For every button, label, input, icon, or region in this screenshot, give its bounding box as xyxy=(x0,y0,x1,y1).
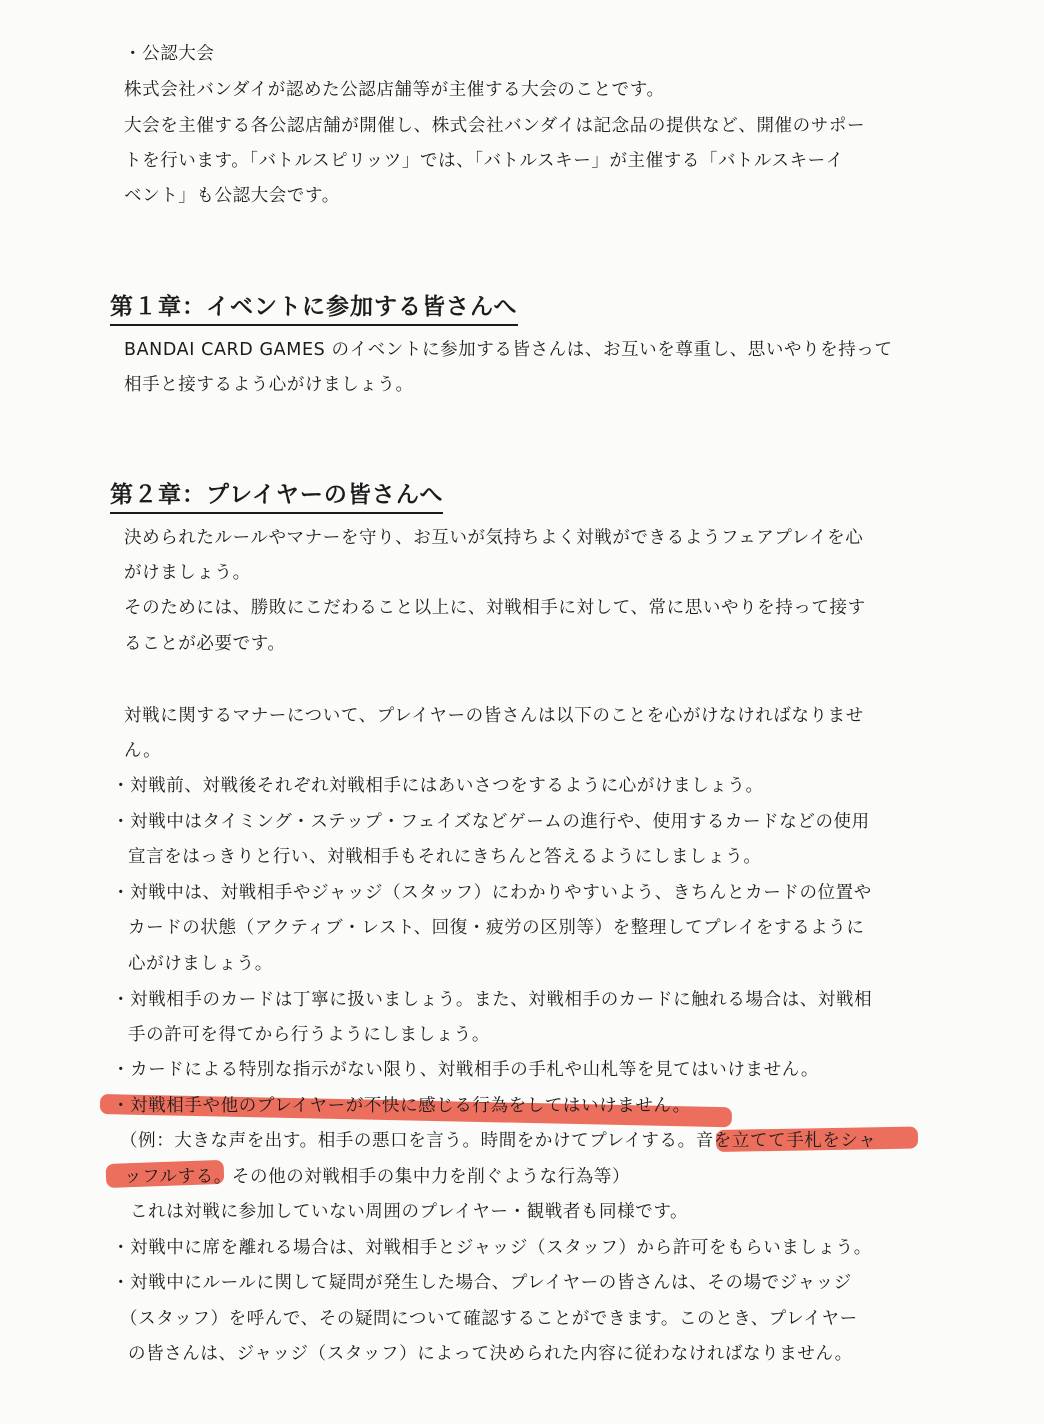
manner-item-cont: （スタッフ）を呼んで、その疑問について確認することができます。このとき、プレイヤー xyxy=(120,1309,858,1329)
manner-item-cont: 心がけましょう。 xyxy=(128,954,273,974)
manner-item-cont: カードの状態（アクティブ・レスト、回復・疲労の区別等）を整理してプレイをするように xyxy=(128,918,865,938)
manner-item: ・カードによる特別な指示がない限り、対戦相手の手札や山札等を見てはいけません。 xyxy=(112,1060,819,1080)
chapter1-line: BANDAI CARD GAMES のイベントに参加する皆さんは、お互いを尊重し、思いやりを持って xyxy=(124,340,893,360)
manner-item-cont: 手の許可を得てから行うようにしましょう。 xyxy=(128,1025,490,1045)
chapter1-line: 相手と接するよう心がけましょう。 xyxy=(124,375,414,395)
chapter2-para2-line: ん。 xyxy=(124,741,162,761)
manner-item-cont: 宣言をはっきりと行い、対戦相手もそれにきちんと答えるようにしましょう。 xyxy=(128,847,762,867)
manner-item: ・対戦中にルールに関して疑問が発生した場合、プレイヤーの皆さんは、その場でジャッジ xyxy=(112,1273,852,1293)
intro-line: 株式会社バンダイが認めた公認店舗等が主催する大会のことです。 xyxy=(124,80,665,100)
chapter2-heading: 第２章：プレイヤーの皆さんへ xyxy=(110,480,443,514)
chapter2-para1-line: ることが必要です。 xyxy=(124,634,286,654)
chapter2-para1-line: 決められたルールやマナーを守り、お互いが気持ちよく対戦ができるようフェアプレイを心 xyxy=(124,528,864,548)
manner-item-example: （例：大きな声を出す。相手の悪口を言う。時間をかけてプレイする。音を立てて手札をシャ xyxy=(120,1131,877,1151)
chapter2-para1-line: がけましょう。 xyxy=(124,563,251,583)
intro-bullet: ・公認大会 xyxy=(124,44,215,64)
manner-item-highlighted: ・対戦相手や他のプレイヤーが不快に感じる行為をしてはいけません。 xyxy=(112,1096,691,1116)
chapter1-heading: 第１章：イベントに参加する皆さんへ xyxy=(110,292,518,326)
manner-item: ・対戦中は、対戦相手やジャッジ（スタッフ）にわかりやすいよう、きちんとカードの位置や xyxy=(112,883,872,903)
manner-item-cont: これは対戦に参加していない周囲のプレイヤー・観戦者も同様です。 xyxy=(130,1202,689,1222)
manner-item: ・対戦相手のカードは丁寧に扱いましょう。また、対戦相手のカードに触れる場合は、対戦相 xyxy=(112,990,873,1010)
manner-item: ・対戦中に席を離れる場合は、対戦相手とジャッジ（スタッフ）から許可をもらいましょう。 xyxy=(112,1238,872,1258)
manner-item-example: ッフルする。その他の対戦相手の集中力を削ぐような行為等） xyxy=(124,1167,631,1187)
manner-item: ・対戦前、対戦後それぞれ対戦相手にはあいさつをするように心がけましょう。 xyxy=(112,776,764,796)
intro-line: 大会を主催する各公認店舗が開催し、株式会社バンダイは記念品の提供など、開催のサポー xyxy=(124,116,866,136)
intro-line: トを行います。「バトルスピリッツ」では、「バトルスキー」が主催する「バトルスキーイ xyxy=(124,151,844,171)
manner-item: ・対戦中はタイミング・ステップ・フェイズなどゲームの進行や、使用するカードなどの使用 xyxy=(112,812,870,832)
manner-item-cont: の皆さんは、ジャッジ（スタッフ）によって決められた内容に従わなければなりません。 xyxy=(128,1344,853,1364)
intro-line: ベント」も公認大会です。 xyxy=(124,186,340,206)
chapter2-para2-line: 対戦に関するマナーについて、プレイヤーの皆さんは以下のことを心がけなければなりませ xyxy=(124,706,864,726)
chapter2-para1-line: そのためには、勝敗にこだわること以上に、対戦相手に対して、常に思いやりを持って接す xyxy=(124,598,866,618)
